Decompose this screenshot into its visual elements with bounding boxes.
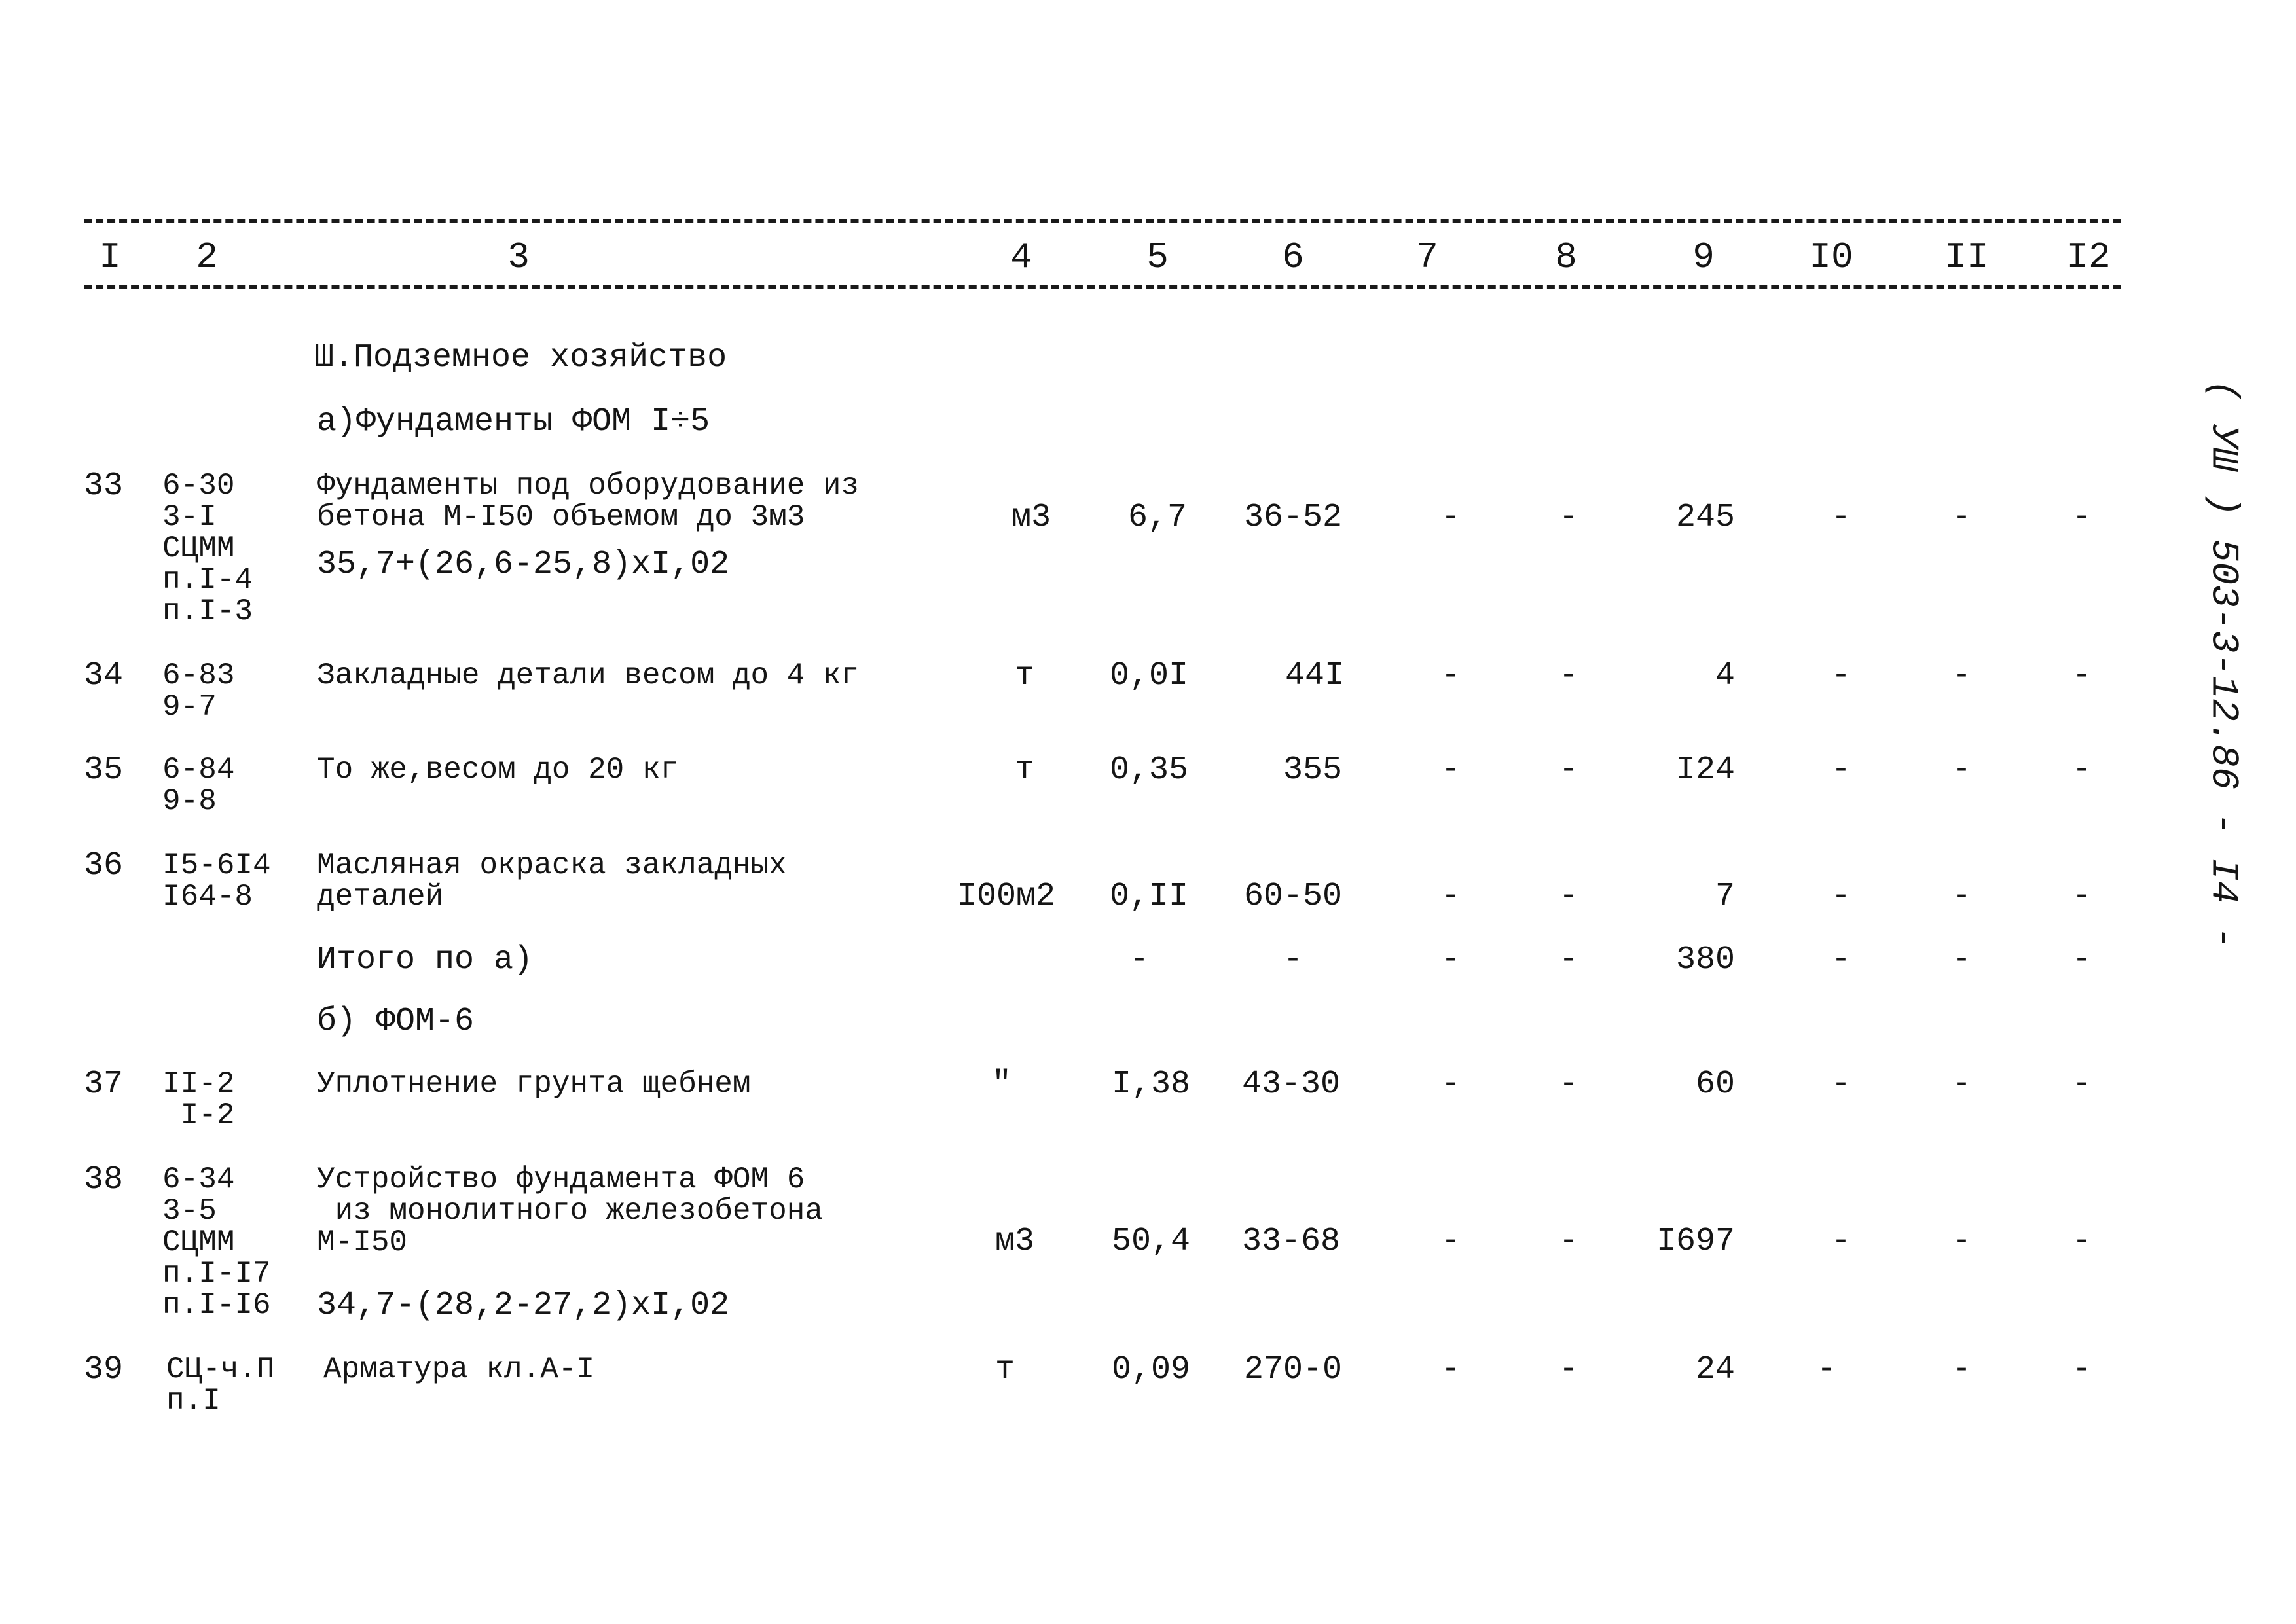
row-col10: - [1831, 751, 1851, 789]
row-price: 270-0 [1243, 1351, 1343, 1388]
document-code: ( УШ ) 503-3-12.86 - I4 - [2201, 379, 2244, 950]
row-col8: - [1558, 878, 1579, 915]
row-name: Закладные детали весом до 4 кг [317, 659, 860, 693]
row-col12: - [2071, 751, 2092, 789]
row-col7: - [1440, 1066, 1461, 1103]
row-total: 24 [1695, 1351, 1735, 1388]
row-quantity: 0,0I [1109, 657, 1189, 695]
row-col11: - [1951, 751, 1972, 789]
column-header-11: II [1944, 236, 1989, 278]
row-col12: - [2071, 1066, 2092, 1103]
section-title: Ш.Подземное хозяйство [314, 339, 727, 376]
row-quantity: I,38 [1111, 1066, 1191, 1103]
row-price: 44I [1285, 657, 1345, 695]
column-header-6: 6 [1282, 236, 1304, 278]
row-formula: 34,7-(28,2-27,2)хI,02 [317, 1287, 730, 1324]
row-name: Масляная окраска закладных деталей [317, 848, 787, 914]
row-col8: - [1558, 1066, 1579, 1103]
row-col7: - [1440, 751, 1461, 789]
row-code: 6-83 9-7 [162, 659, 235, 724]
row-code: 6-30 3-I СЦММ п.I-4 п.I-3 [162, 469, 253, 628]
row-unit: т [1014, 657, 1035, 695]
row-col10: - [1831, 1066, 1851, 1103]
row-quantity: 50,4 [1111, 1223, 1191, 1260]
row-col10: - [1831, 941, 1851, 979]
row-number: 33 [84, 467, 124, 505]
row-price: - [1283, 941, 1303, 979]
row-code: 6-84 9-8 [162, 753, 235, 818]
row-col10: - [1816, 1351, 1837, 1388]
group-title-b: б) ФОМ-6 [317, 1003, 475, 1040]
row-name: То же,весом до 20 кг [317, 753, 679, 787]
group-title-a: а)Фундаменты ФОМ I÷5 [317, 403, 710, 441]
row-col12: - [2071, 1351, 2092, 1388]
row-number: 36 [84, 847, 124, 884]
row-unit: м3 [994, 1223, 1035, 1260]
row-total: 4 [1715, 657, 1735, 695]
column-header-10: I0 [1809, 236, 1853, 278]
row-col7: - [1440, 878, 1461, 915]
column-header-3: 3 [507, 236, 530, 278]
row-col10: - [1831, 878, 1851, 915]
row-unit: т [1014, 751, 1035, 789]
row-total: 380 [1675, 941, 1735, 979]
row-code: II-2 I-2 [162, 1067, 235, 1132]
row-col11: - [1951, 878, 1972, 915]
row-number: 37 [84, 1066, 124, 1103]
row-col11: - [1951, 657, 1972, 695]
row-col10: - [1831, 499, 1851, 536]
row-total: I697 [1656, 1223, 1735, 1260]
row-name: Устройство фундамента ФОМ 6 из монолитного железобетона М-I50 [317, 1163, 823, 1259]
row-price: 33-68 [1241, 1223, 1341, 1260]
column-header-12: I2 [2066, 236, 2111, 278]
row-quantity: 0,II [1109, 878, 1189, 915]
row-price: 43-30 [1241, 1066, 1341, 1103]
row-name: Уплотнение грунта щебнем [317, 1067, 751, 1101]
row-col7: - [1440, 499, 1461, 536]
row-number: 38 [84, 1161, 124, 1199]
row-quantity: - [1129, 941, 1150, 979]
row-name: Арматура кл.А-I [323, 1352, 595, 1386]
row-col8: - [1558, 657, 1579, 695]
column-header-9: 9 [1692, 236, 1715, 278]
column-header-1: I [99, 236, 121, 278]
row-col12: - [2071, 878, 2092, 915]
column-header-5: 5 [1146, 236, 1169, 278]
row-price: 60-50 [1243, 878, 1343, 915]
row-total: 245 [1675, 499, 1735, 536]
column-header-7: 7 [1416, 236, 1438, 278]
row-code: СЦ-ч.П п.I [166, 1352, 275, 1418]
row-unit: " [991, 1066, 1012, 1103]
row-col7: - [1440, 657, 1461, 695]
header-top-rule [84, 219, 2121, 223]
column-header-2: 2 [196, 236, 218, 278]
row-total: 60 [1695, 1066, 1735, 1103]
row-total: I24 [1675, 751, 1735, 789]
row-col11: - [1951, 941, 1972, 979]
row-col12: - [2071, 941, 2092, 979]
header-bottom-rule [84, 285, 2121, 289]
row-col7: - [1440, 1351, 1461, 1388]
side-page-label [2174, 379, 2272, 950]
row-col7: - [1440, 1223, 1461, 1260]
column-header-8: 8 [1555, 236, 1577, 278]
row-col12: - [2071, 657, 2092, 695]
row-col11: - [1951, 1223, 1972, 1260]
row-name: Фундаменты под оборудование из бетона М-I50 объемом до 3м3 [317, 469, 860, 534]
row-col7: - [1440, 941, 1461, 979]
row-quantity: 6,7 [1127, 499, 1188, 536]
row-number: 35 [84, 751, 124, 789]
row-unit: м3 [1011, 499, 1051, 536]
subtotal-label: Итого по а) [317, 941, 534, 979]
row-col11: - [1951, 1351, 1972, 1388]
row-col11: - [1951, 1066, 1972, 1103]
row-formula: 35,7+(26,6-25,8)хI,02 [317, 546, 730, 583]
row-total: 7 [1715, 878, 1735, 915]
column-header-4: 4 [1010, 236, 1032, 278]
row-col12: - [2071, 499, 2092, 536]
row-unit: I00м2 [957, 878, 1056, 915]
row-col12: - [2071, 1223, 2092, 1260]
row-quantity: 0,09 [1111, 1351, 1191, 1388]
row-quantity: 0,35 [1109, 751, 1189, 789]
row-unit: т [994, 1351, 1015, 1388]
row-col8: - [1558, 1351, 1579, 1388]
row-col8: - [1558, 499, 1579, 536]
row-price: 355 [1283, 751, 1343, 789]
row-col8: - [1558, 751, 1579, 789]
row-col10: - [1831, 657, 1851, 695]
row-col8: - [1558, 1223, 1579, 1260]
row-number: 34 [84, 657, 124, 695]
row-code: I5-6I4 I64-8 [162, 848, 271, 914]
row-price: 36-52 [1243, 499, 1343, 536]
row-col11: - [1951, 499, 1972, 536]
row-code: 6-34 3-5 СЦММ п.I-I7 п.I-I6 [162, 1163, 271, 1322]
row-number: 39 [84, 1351, 124, 1388]
row-col8: - [1558, 941, 1579, 979]
row-col10: - [1831, 1223, 1851, 1260]
